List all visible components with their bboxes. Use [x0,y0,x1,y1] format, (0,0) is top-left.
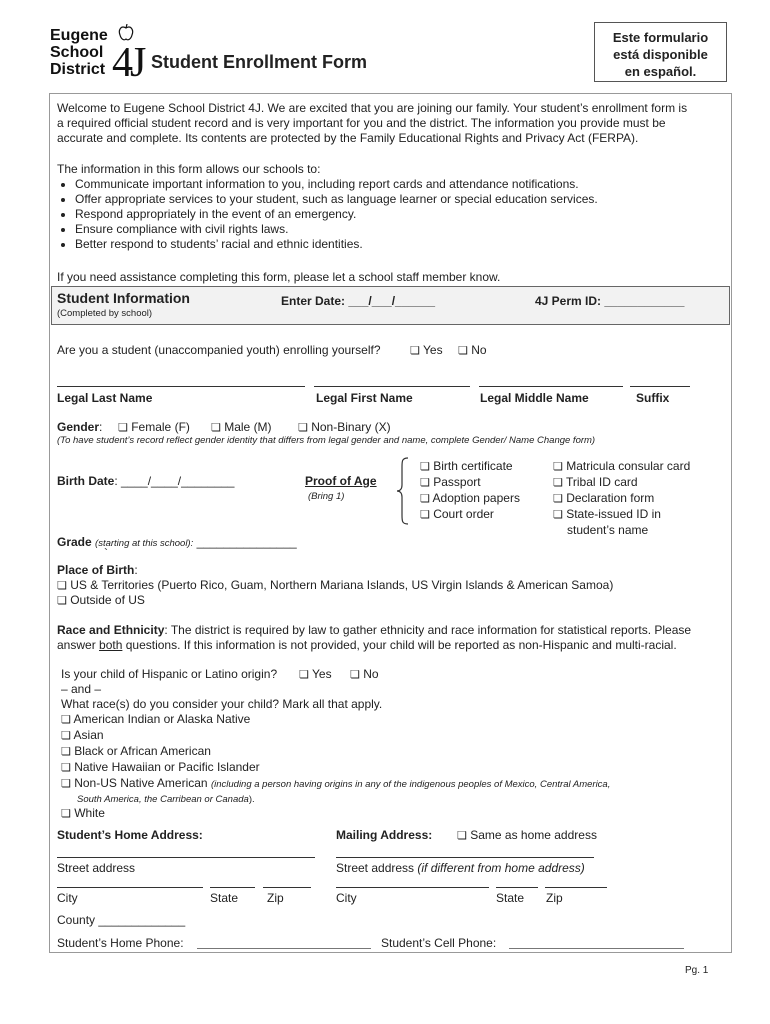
option-note-end: ). [248,794,255,805]
race-text-emphasis: both [99,638,123,652]
same-as-home-option[interactable] [457,828,597,844]
place-of-birth-label: Place of Birth [57,563,135,577]
mailing-zip-label: Zip [546,891,563,905]
brace-icon [396,457,412,530]
proof-option[interactable] [553,459,690,475]
checkbox-icon[interactable]: ❏ [61,778,71,790]
home-city-label: City [57,891,78,905]
cell-phone-label: Student’s Cell Phone: [381,936,497,950]
proof-option[interactable] [553,507,690,523]
checkbox-icon[interactable]: ❏ [61,730,71,742]
birth-date-field[interactable] [57,474,234,489]
checkbox-icon[interactable]: ❏ [118,422,128,434]
option-label: White [74,806,105,820]
suffix-line[interactable] [630,386,690,387]
home-state-label: State [210,891,239,905]
option-label: Male (M) [224,420,272,434]
logo-word-district: District [50,61,106,78]
mailing-city-line[interactable] [336,887,489,888]
intro-line: Welcome to Eugene School District 4J. We are excited that you are joining our family. Your student’s enrollment form is [57,101,688,115]
option-label: US & Territories (Puerto Rico, Guam, Northern Mariana Islands, US Virgin Islands & American Samoa) [70,578,614,592]
mailing-address-label: Mailing Address: [336,828,433,842]
gender-row: Gender: [57,420,103,434]
option-label: Yes [423,343,443,357]
first-name-line[interactable] [314,386,470,387]
race-text: answer [57,638,100,652]
unaccompanied-no[interactable] [458,343,487,359]
home-street-line[interactable] [57,857,315,858]
proof-option[interactable] [420,507,520,523]
checkbox-icon[interactable]: ❏ [61,762,71,774]
checkbox-icon[interactable]: ❏ [350,669,360,681]
race-text: questions. If this information is not provided, your child will be reported as non-Hispanic and multi-racial. [122,638,677,652]
home-street-label: Street address [57,861,136,875]
page-number: Pg. 1 [685,965,709,976]
hispanic-no[interactable] [350,667,379,683]
county-blank[interactable]: _____________ [98,913,186,927]
checkbox-icon[interactable]: ❏ [410,345,420,357]
checkbox-icon[interactable]: ❏ [553,509,563,521]
list-item: • Communicate important information to you, including report cards and attendance notifications. [75,177,598,192]
option-label: Passport [433,475,481,489]
option-label: Yes [312,667,332,681]
gender-female[interactable] [118,420,190,436]
checkbox-icon[interactable]: ❏ [553,493,563,505]
grade-note: (starting at this school): [95,538,194,549]
option-label: State-issued ID in [566,507,661,521]
proof-of-age-label: Proof of Age [305,474,377,488]
and-separator: – and – [61,682,102,696]
checkbox-icon[interactable]: ❏ [420,477,430,489]
race-options [61,712,610,822]
race-option[interactable] [61,806,610,822]
page-title: Student Enrollment Form [151,52,367,72]
option-label: Native Hawaiian or Pacific Islander [74,760,260,774]
checkbox-icon[interactable]: ❏ [420,509,430,521]
district-logo [50,27,144,87]
checkbox-icon[interactable]: ❏ [57,580,67,592]
option-label: student’s name [567,523,649,537]
checkbox-icon[interactable]: ❏ [553,477,563,489]
proof-option[interactable] [553,491,690,507]
checkbox-icon[interactable]: ❏ [457,830,467,842]
option-label: Female (F) [131,420,190,434]
race-question: What race(s) do you consider your child? Mark all that apply. [61,697,383,711]
race-option[interactable] [61,760,610,776]
county-label: County [57,913,96,927]
unaccompanied-question: Are you a student (unaccompanied youth) enrolling yourself? [57,343,381,357]
grade-tick: ` [104,546,108,560]
checkbox-icon[interactable]: ❏ [458,345,468,357]
race-text: : The district is required by law to gather ethnicity and race information for statistical reports. Please [164,623,692,637]
home-address-label: Student’s Home Address: [57,828,203,842]
race-option-note-continued [61,792,610,806]
perm-id-field[interactable]: 4J Perm ID: ____________ [535,294,685,308]
home-phone-label: Student’s Home Phone: [57,936,184,950]
spanish-notice-line: Este formulario [612,30,709,45]
completed-by-note: (Completed by school) [57,308,153,319]
spanish-notice-line: en español. [624,64,697,79]
section-heading-student-info: Student Information [57,290,190,306]
option-label: Tribal ID card [566,475,638,489]
race-intro-line-2 [57,638,677,653]
proof-option-continued [553,523,690,538]
proof-option[interactable] [420,491,520,507]
grade-label: Grade [57,535,92,549]
proof-option[interactable] [420,459,520,475]
option-label: Outside of US [70,593,145,607]
mailing-zip-line[interactable] [545,887,607,888]
last-name-line[interactable] [57,386,305,387]
mailing-state-label: State [496,891,525,905]
middle-name-line[interactable] [479,386,623,387]
spanish-notice-line: está disponible [613,47,708,62]
home-zip-line[interactable] [263,887,311,888]
option-label: Same as home address [470,828,597,842]
checkbox-icon[interactable]: ❏ [420,493,430,505]
checkbox-icon[interactable]: ❏ [553,461,563,473]
checkbox-icon[interactable]: ❏ [61,714,71,726]
home-phone-line[interactable] [197,948,371,949]
proof-option[interactable] [553,475,690,491]
option-label: Matricula consular card [566,459,691,473]
spanish-notice-box [594,22,727,82]
unaccompanied-yes[interactable] [410,343,443,359]
home-zip-label: Zip [267,891,284,905]
label-first-name: Legal First Name [316,391,413,405]
list-item: • Better respond to students’ racial and ethnic identities. [75,237,598,252]
intro-line: a required official student record and is very important for you and the district. The information you provide must be [57,116,666,130]
hispanic-question: Is your child of Hispanic or Latino origin? [61,667,278,681]
checkbox-icon[interactable]: ❏ [420,461,430,473]
gender-note: (To have student’s record reflect gender identity that differs from legal gender and name, complete Gender/ Name Change form) [57,435,596,446]
list-item: • Offer appropriate services to your student, such as language learner or special education services. [75,192,598,207]
option-label: American Indian or Alaska Native [73,712,251,726]
option-label: Non-US Native American [74,776,208,790]
mailing-city-label: City [336,891,357,905]
mailing-street-line[interactable] [336,857,594,858]
intro-line: accurate and complete. Its contents are protected by the Family Educational Rights and Privacy Act (FERPA). [57,131,639,145]
race-option[interactable] [61,744,610,760]
assistance-note: If you need assistance completing this form, please let a school staff member know. [57,270,501,284]
cell-phone-line[interactable] [509,948,684,949]
option-label: No [471,343,487,357]
proof-options-left [420,459,520,523]
list-item: • Ensure compliance with civil rights laws. [75,222,598,237]
home-city-line[interactable] [57,887,203,888]
race-label: Race and Ethnicity [57,623,165,637]
proof-of-age-note: (Bring 1) [308,491,345,502]
race-option[interactable] [61,712,610,728]
home-state-line[interactable] [210,887,255,888]
logo-word-eugene: Eugene [50,27,108,44]
gender-label: Gender [57,420,100,434]
birth-date-blank[interactable]: : ____/____/________ [114,474,235,488]
county-field[interactable] [57,913,185,928]
option-label: Birth certificate [433,459,513,473]
option-note: South America, the Carribean or Canada [77,794,249,805]
checkbox-icon[interactable]: ❏ [299,669,309,681]
checkbox-icon[interactable]: ❏ [61,746,71,758]
intro-welcome [57,101,687,146]
mailing-street-label [336,861,585,876]
mailing-street-note: (if different from home address) [417,861,585,875]
mailing-street-text: Street address [336,861,415,875]
gender-nonbinary[interactable] [298,420,391,436]
option-label: Adoption papers [432,491,520,505]
race-option[interactable] [61,728,610,744]
logo-mark-4j: 4J [112,40,144,86]
option-label: Asian [73,728,104,742]
allows-heading: The information in this form allows our schools to: [57,162,321,176]
place-of-birth-heading: Place of Birth: [57,563,138,577]
purpose-list [57,177,598,252]
option-label: Declaration form [566,491,655,505]
mailing-state-line[interactable] [496,887,538,888]
option-label: Black or African American [74,744,211,758]
checkbox-icon[interactable]: ❏ [61,808,71,820]
birth-date-label: Birth Date [57,474,115,488]
option-note: (including a person having origins in any of the indigenous peoples of Mexico, Central America, [210,779,611,790]
gender-male[interactable] [211,420,272,436]
checkbox-icon[interactable]: ❏ [211,422,221,434]
label-suffix: Suffix [636,391,670,405]
label-middle-name: Legal Middle Name [480,391,589,405]
enter-date-field[interactable]: Enter Date: ___/___/______ [281,294,436,308]
race-option[interactable] [61,776,610,792]
option-label: No [363,667,379,681]
grade-blank[interactable]: _______________ [196,535,297,549]
checkbox-icon[interactable]: ❏ [57,595,67,607]
option-label: Court order [433,507,494,521]
place-of-birth-outside[interactable] [57,593,145,609]
place-of-birth-us[interactable] [57,578,613,594]
proof-options-right [553,459,690,538]
grade-field[interactable] [57,535,297,550]
race-intro-line-1 [57,623,691,638]
list-item: • Respond appropriately in the event of an emergency. [75,207,598,222]
proof-option[interactable] [420,475,520,491]
checkbox-icon[interactable]: ❏ [298,422,308,434]
hispanic-yes[interactable] [299,667,332,683]
label-last-name: Legal Last Name [57,391,153,405]
option-label: Non-Binary (X) [311,420,391,434]
logo-word-school: School [50,44,104,61]
